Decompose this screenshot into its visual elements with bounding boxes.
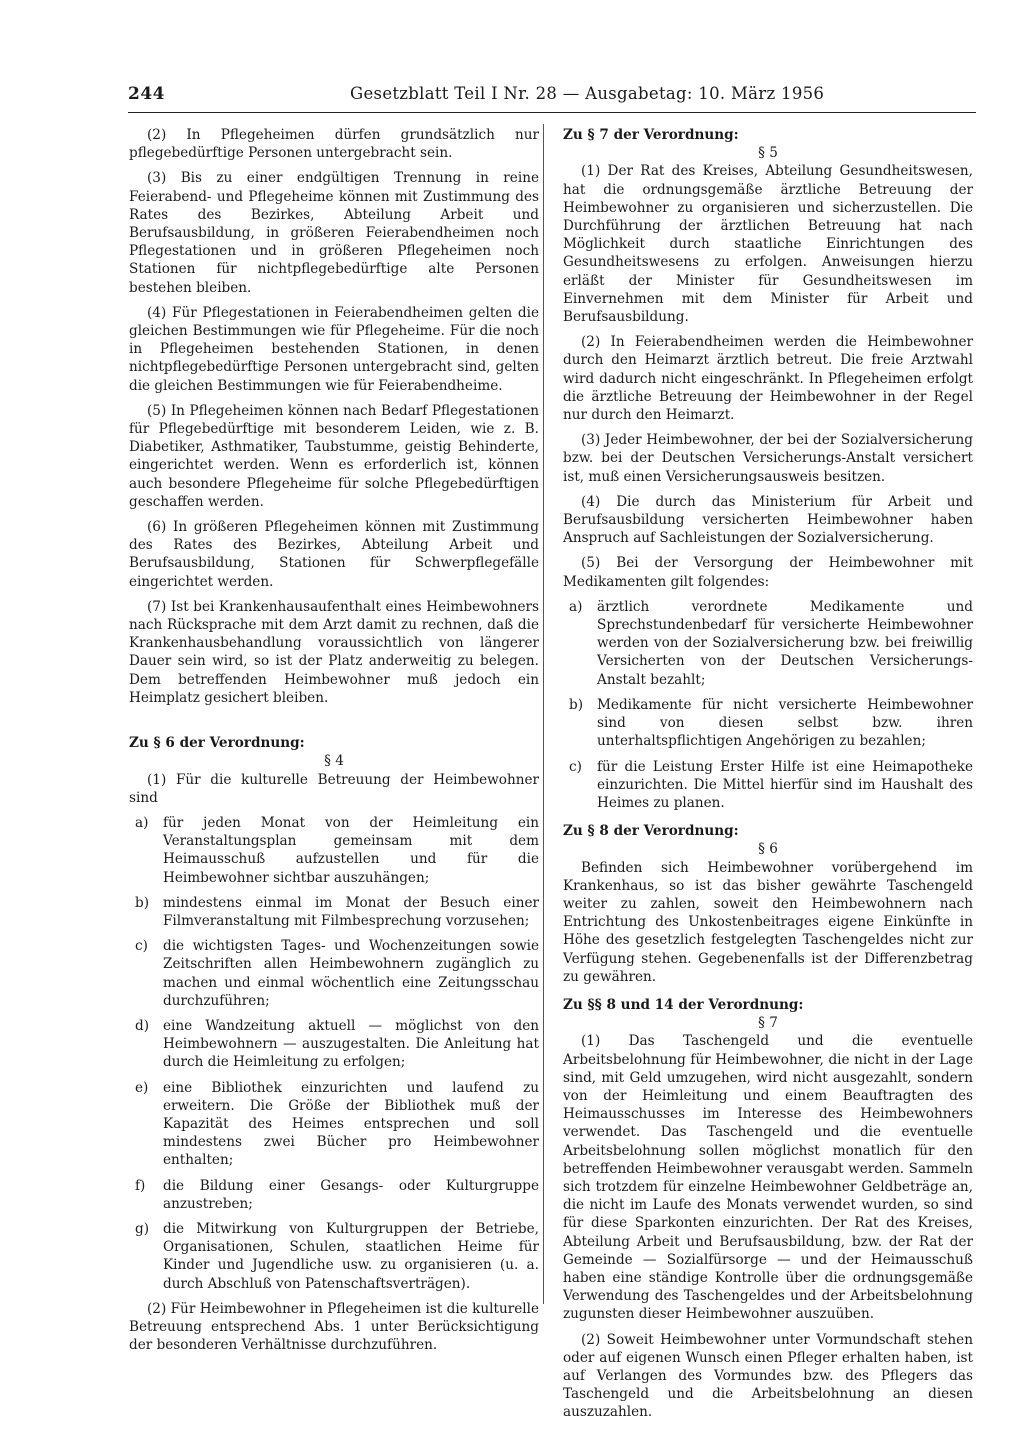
section-number: § 4 (324, 753, 344, 770)
header-title: Gesetzblatt Teil I Nr. 28 — Ausgabetag: 10. März 1956 (350, 84, 825, 103)
paragraph: (2) In Feierabendheimen werden die Heimbewohner durch den Heimarzt ärztlich betreut. Die freie Arztwahl wird dadurch nicht eingeschränkt. In Pflegeheimen erfolgt die ärztliche Betreuung der Heimbewohner in der Regel nur durch den Heimarzt. (563, 334, 973, 424)
section-number: § 7 (758, 1015, 778, 1032)
paragraph: (1) Der Rat des Kreises, Abteilung Gesundheitswesen, hat die ordnungsgemäße ärztliche Betreuung der Heimbewohner zu organisieren und sicherzustellen. Die Durchführung der ärztlichen Betreuung hat nach Möglichkeit durch staatliche Einrichtungen des Gesundheitswesens zu erfolgen. Anweisungen hierzu erläßt der Minister für Gesundheitswesen im Einvernehmen mit dem Minister für Arbeit und Berufsausbildung. (563, 163, 973, 326)
column-divider (543, 124, 544, 1304)
list-item: b) mindestens einmal im Monat der Besuch einer Filmveranstaltung mit Filmbesprechung vorzusehen; (135, 894, 539, 929)
paragraph: (2) In Pflegeheimen dürfen grundsätzlich nur pflegebedürftige Personen untergebracht sein. (129, 127, 539, 162)
paragraph: (4) Für Pflegestationen in Feierabendheimen gelten die gleichen Bestimmungen wie für Pflegeheime. Für die noch in Pflegeheimen bestehenden Stationen, in denen nichtpflegebedürftige Personen untergebracht sind, gelten die gleichen Bestimmungen wie für Feierabendheime. (129, 304, 539, 394)
list-item: a) für jeden Monat von der Heimleitung ein Veranstaltungsplan gemeinsam mit dem Heimausschuß aufzustellen und für die Heimbewohner sichtbar auszuhängen; (135, 814, 539, 886)
list-item: c) für die Leistung Erster Hilfe ist eine Heimapotheke einzurichten. Die Mittel hierfür sind im Haushalt des Heimes zu planen. (569, 758, 973, 811)
section-number: § 5 (758, 145, 778, 162)
paragraph: Befinden sich Heimbewohner vorübergehend im Krankenhaus, so ist das bisher gewährte Taschengeld weiter zu zahlen, soweit den Heimbewohnern nach Entrichtung des Unkostenbeitrages eigene Einkünfte in Höhe des gesetzlich festgelegten Taschengeldes nicht zur Verfügung stehen. Gegebenenfalls ist der Differenzbetrag zu gewähren. (563, 859, 973, 985)
right-column (563, 126, 973, 1429)
paragraph: (5) Bei der Versorgung der Heimbewohner mit Medikamenten gilt folgendes: (563, 555, 973, 590)
section-heading: Zu § 8 der Verordnung: (563, 823, 739, 840)
section-number: § 6 (758, 841, 778, 858)
list-item: d) eine Wandzeitung aktuell — möglichst von den Heimbewohnern — auszugestalten. Die Anleitung hat durch die Heimleitung zu erfolgen; (135, 1017, 539, 1071)
page-header (128, 84, 976, 113)
paragraph: (3) Bis zu einer endgültigen Trennung in reine Feierabend- und Pflegeheime können mit Zustimmung des Rates des Bezirkes, Abteilung Arbeit und Berufsausbildung, in größeren Feierabendheimen noch Pflegestationen und in größeren Pflegeheimen noch Stationen für nichtpflegebedürftige alte Personen bestehen bleiben. (129, 170, 539, 296)
list-item: b) Medikamente für nicht versicherte Heimbewohner sind von diesen selbst bzw. ihren unterhaltspflichtigen Angehörigen zu bezahlen; (569, 696, 973, 750)
paragraph: (1) Für die kulturelle Betreuung der Heimbewohner sind (129, 771, 539, 806)
list-item: c) die wichtigsten Tages- und Wochenzeitungen sowie Zeitschriften allen Heimbewohnern zugänglich zu machen und einmal wöchentlich eine Zeitungsschau durchzuführen; (135, 938, 539, 1009)
list-item: f) die Bildung einer Gesangs- oder Kulturgruppe anzustreben; (135, 1177, 539, 1212)
left-column (129, 126, 539, 1361)
paragraph: (2) Soweit Heimbewohner unter Vormundschaft stehen oder auf eigenen Wunsch einen Pfleger erhalten haben, ist auf Verlangen des Vormundes bzw. des Pflegers das Taschengeld und die Arbeitsbelohnung an diesen auszuzahlen. (563, 1331, 973, 1421)
section-heading: Zu §§ 8 und 14 der Verordnung: (563, 996, 804, 1013)
paragraph: (1) Das Taschengeld und die eventuelle Arbeitsbelohnung für Heimbewohner, die nicht in der Lage sind, mit Geld umzugehen, wird nicht ausgezahlt, sondern von der Heimleitung und einem Beauftragten des Heimausschusses im Interesse des Heimbewohners verwendet. Das Taschengeld und die eventuelle Arbeitsbelohnung sollen möglichst monatlich für den betreffenden Heimbewohner verausgabt werden. Sammeln sich trotzdem für einzelne Heimbewohner Geldbeträge an, die nicht im Laufe des Monats verwendet wurden, so sind für diese Sparkonten einzurichten. Der Rat des Kreises, Abteilung Arbeit und Berufsausbildung, bzw. der Rat der Gemeinde — Sozialfürsorge — und der Heimausschuß haben eine ständige Kontrolle über die ordnungsgemäße Verwendung des Taschengeldes und der Arbeitsbelohnung zugunsten dieser Heimbewohner auszuüben. (563, 1033, 973, 1323)
paragraph: (4) Die durch das Ministerium für Arbeit und Berufsausbildung versicherten Heimbewohner haben Anspruch auf Sachleistungen der Sozialversicherung. (563, 493, 973, 547)
paragraph: (3) Jeder Heimbewohner, der bei der Sozialversicherung bzw. bei der Deutschen Versicherungs-Anstalt versichert ist, muß einen Versicherungsausweis besitzen. (563, 432, 973, 485)
page-number: 244 (128, 84, 165, 104)
paragraph: (6) In größeren Pflegeheimen können mit Zustimmung des Rates des Bezirkes, Abteilung Arbeit und Berufsausbildung, Stationen für Schwerpflegefälle eingerichtet werden. (129, 519, 539, 590)
list-item: e) eine Bibliothek einzurichten und laufend zu erweitern. Die Größe der Bibliothek muß der Kapazität des Heimes entsprechen und soll mindestens zwei Bücher pro Heimbewohner enthalten; (135, 1079, 539, 1169)
paragraph: (2) Für Heimbewohner in Pflegeheimen ist die kulturelle Betreuung entsprechend Abs. 1 unter Berücksichtigung der besonderen Verhältnisse durchzuführen. (129, 1300, 539, 1354)
paragraph: (5) In Pflegeheimen können nach Bedarf Pflegestationen für Pflegebedürftige mit besonderem Leiden, wie z. B. Diabetiker, Asthmatiker, Taubstumme, geistig Behinderte, eingerichtet werden. Wenn es erforderlich ist, können auch besondere Pflegeheime für solche Pflegebedürftigen geschaffen werden. (129, 402, 539, 510)
list-item: a) ärztlich verordnete Medikamente und Sprechstundenbedarf für versicherte Heimbewohner werden von der Sozialversicherung bzw. bei freiwillig Versicherten von der Deutschen Versicherungs-Anstalt bezahlt; (569, 598, 973, 688)
list-item: g) die Mitwirkung von Kulturgruppen der Betriebe, Organisationen, Schulen, staatlichen Heime für Kinder und Jugendliche usw. zu organisieren (u. a. durch Abschluß von Patenschaftsverträgen). (135, 1220, 539, 1292)
section-heading: Zu § 6 der Verordnung: (129, 735, 305, 752)
paragraph: (7) Ist bei Krankenhausaufenthalt eines Heimbewohners nach Rücksprache mit dem Arzt damit zu rechnen, daß die Krankenhausbehandlung voraussichtlich von längerer Dauer sein wird, so ist der Platz anderweitig zu belegen. Dem betreffenden Heimbewohner muß jedoch ein Heimplatz gesichert bleiben. (129, 598, 539, 706)
section-heading: Zu § 7 der Verordnung: (563, 127, 739, 143)
